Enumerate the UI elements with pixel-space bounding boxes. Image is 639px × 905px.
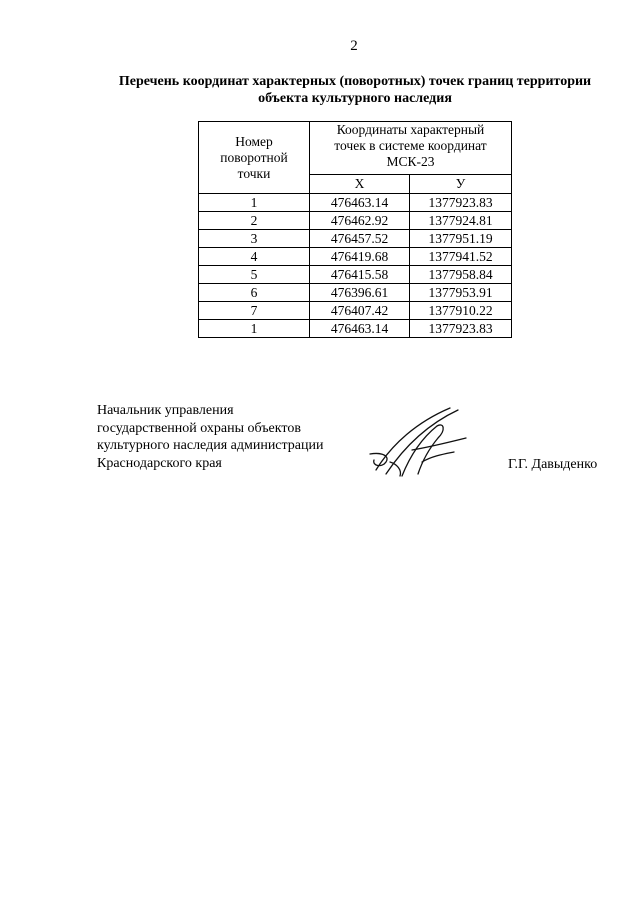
table-row (199, 194, 512, 212)
header-number-line: поворотной (220, 149, 288, 165)
position-line: государственной охраны объектов (97, 420, 301, 436)
header-coord-line: точек в системе координат (334, 138, 487, 153)
cell-point-number: 7 (199, 302, 310, 320)
cell-x: 476463.14 (310, 194, 410, 212)
cell-point-number: 4 (199, 248, 310, 266)
table-row (199, 248, 512, 266)
header-number-line: точки (237, 165, 271, 181)
cell-y: 1377910.22 (410, 302, 512, 320)
header-y: У (410, 175, 512, 194)
header-coord-line: Координаты характерный (336, 122, 485, 137)
cell-point-number: 2 (199, 212, 310, 230)
cell-x: 476396.61 (310, 284, 410, 302)
table-header-row (199, 122, 512, 175)
table-body (199, 194, 512, 338)
header-point-number (199, 122, 310, 194)
cell-y: 1377923.83 (410, 320, 512, 338)
title-line-1: Перечень координат характерных (поворотных) точек границ территории (118, 74, 592, 89)
cell-x: 476419.68 (310, 248, 410, 266)
cell-y: 1377923.83 (410, 194, 512, 212)
cell-x: 476463.14 (310, 320, 410, 338)
table-row (199, 320, 512, 338)
cell-x: 476457.52 (310, 230, 410, 248)
coordinates-table (198, 121, 512, 338)
table-row (199, 284, 512, 302)
signer-position (97, 402, 324, 472)
cell-y: 1377953.91 (410, 284, 512, 302)
cell-point-number: 5 (199, 266, 310, 284)
table-row (199, 266, 512, 284)
cell-x: 476407.42 (310, 302, 410, 320)
header-number-line: Номер (235, 133, 273, 149)
header-coordinates (310, 122, 512, 175)
header-coord-line: МСК-23 (386, 154, 435, 169)
cell-x: 476415.58 (310, 266, 410, 284)
position-line: культурного наследия администрации (97, 438, 324, 453)
handwritten-signature (362, 404, 477, 484)
cell-y: 1377951.19 (410, 230, 512, 248)
position-line: Краснодарского края (97, 455, 222, 471)
cell-y: 1377924.81 (410, 212, 512, 230)
position-line: Начальник управления (97, 403, 234, 418)
title-line-2: объекта культурного наследия (258, 91, 452, 106)
cell-point-number: 1 (199, 194, 310, 212)
cell-y: 1377958.84 (410, 266, 512, 284)
table-row (199, 302, 512, 320)
cell-y: 1377941.52 (410, 248, 512, 266)
cell-point-number: 6 (199, 284, 310, 302)
table-row (199, 212, 512, 230)
cell-x: 476462.92 (310, 212, 410, 230)
signer-name: Г.Г. Давыденко (508, 457, 598, 472)
header-x: Х (310, 175, 410, 194)
cell-point-number: 1 (199, 320, 310, 338)
document-title (95, 73, 615, 107)
cell-point-number: 3 (199, 230, 310, 248)
page-number: 2 (350, 38, 358, 54)
table-row (199, 230, 512, 248)
